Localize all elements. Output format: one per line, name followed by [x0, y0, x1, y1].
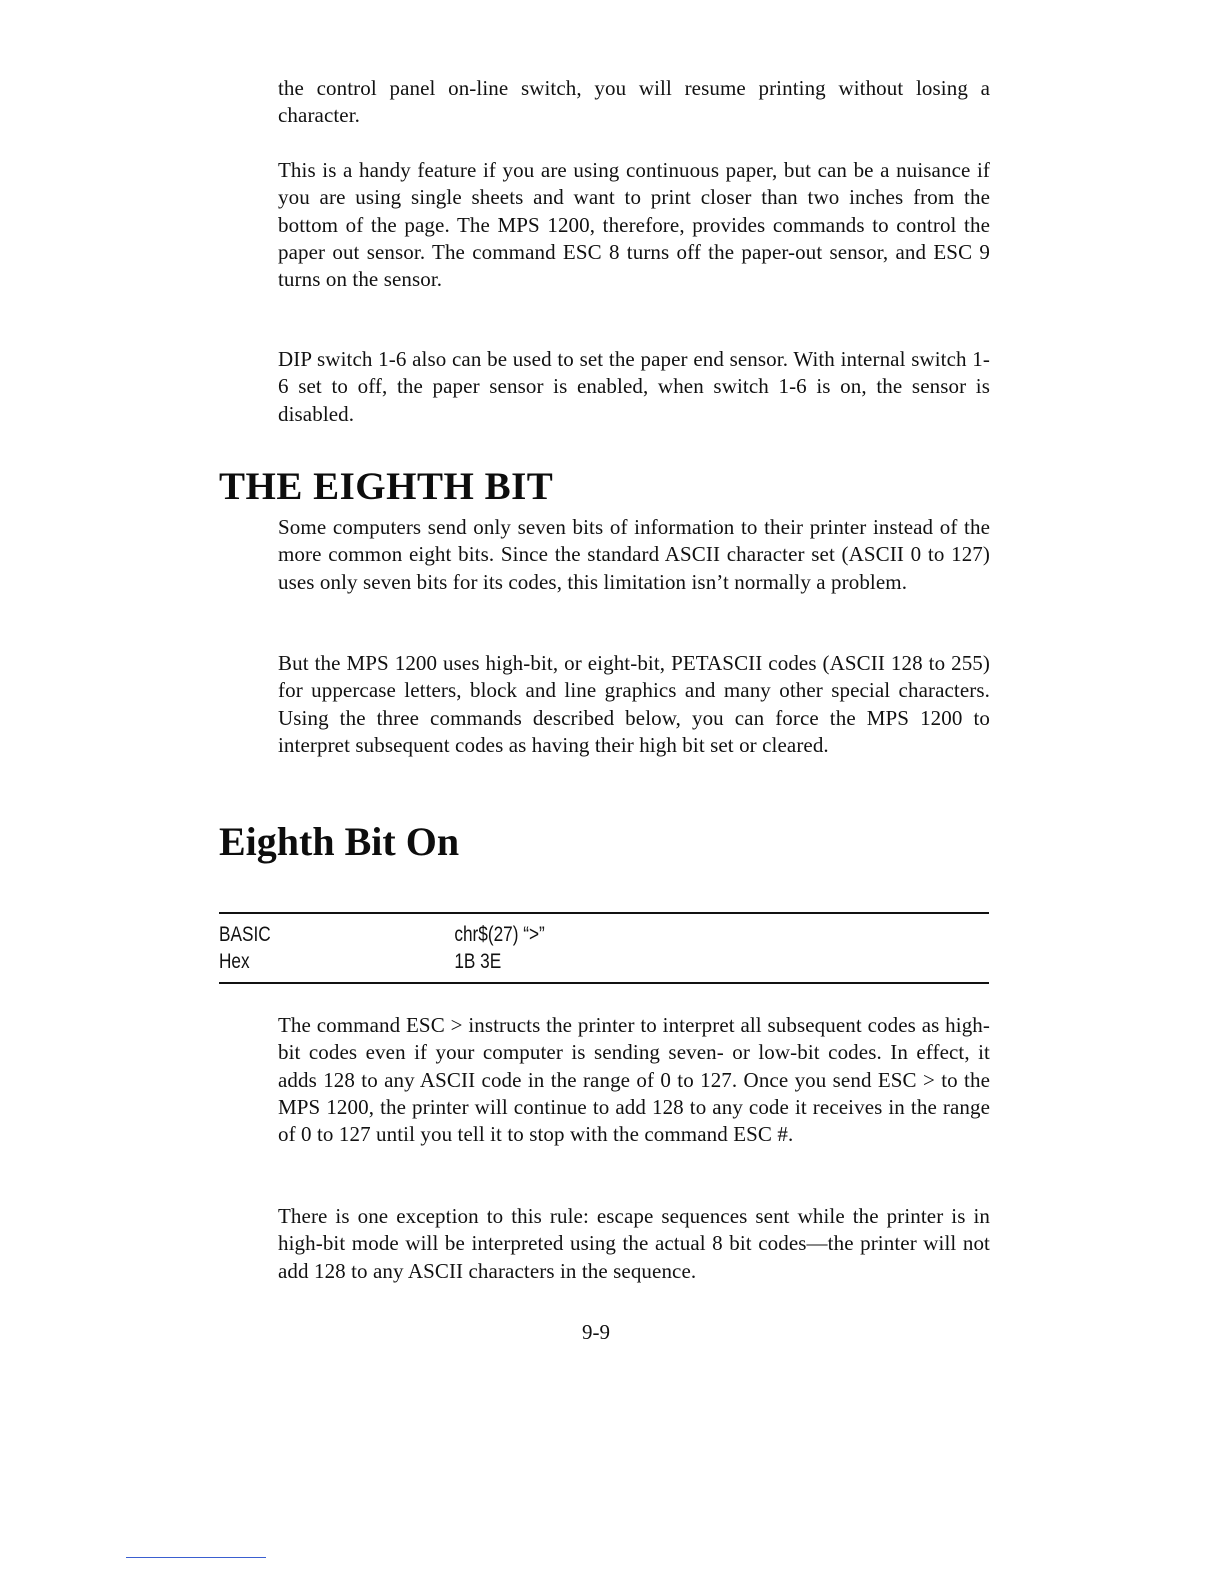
paragraph-esc-greater-than: The command ESC > instructs the printer to interpret all subsequent codes as high-bit codes even if your computer is sending seven- or low-bit codes. In effect, it adds 128 to any ASCII code in the range of 0 to 127. Once you send ESC > to the MPS 1200, the printer will continue to add 128 to any code it receives in the range of 0 to 127 until you tell it to stop with the command ESC #. [278, 1013, 990, 1147]
paragraph-paper-out-sensor: This is a handy feature if you are using continuous paper, but can be a nuisance if you are using single sheets and want to print closer than two inches from the bottom of the page. The MPS 1200, therefore, provides commands to control the paper out sensor. The command ESC 8 turns off the paper-out sensor, and ESC 9 turns on the sensor. [278, 158, 990, 292]
paragraph-petascii-codes: But the MPS 1200 uses high-bit, or eight-bit, PETASCII codes (ASCII 128 to 255) for uppercase letters, block and line graphics and many other special characters. Using the three commands described below, you can force the MPS 1200 to interpret subsequent codes as having their high bit set or cleared. [278, 651, 990, 757]
heading-eighth-bit-on: Eighth Bit On [219, 819, 460, 864]
paragraph-seven-bits: Some computers send only seven bits of information to their printer instead of the more common eight bits. Since the standard ASCII character set (ASCII 0 to 127) uses only seven bits for its codes, this limitation isn’t normally a problem. [278, 515, 990, 594]
paragraph-dip-switch: DIP switch 1-6 also can be used to set the paper end sensor. With internal switch 1-6 set to off, the paper sensor is enabled, when switch 1-6 is on, the sensor is disabled. [278, 347, 990, 426]
command-value-hex: 1B 3E [454, 950, 502, 973]
heading-the-eighth-bit: THE EIGHTH BIT [219, 465, 554, 508]
command-label-basic: BASIC [219, 923, 271, 946]
footnote-rule [126, 1557, 266, 1558]
paragraph-exception: There is one exception to this rule: escape sequences sent while the printer is in high-bit mode will be interpreted using the actual 8 bit codes—the printer will not add 128 to any ASCII characters in the sequence. [278, 1204, 990, 1283]
paragraph-resume-printing: the control panel on-line switch, you will resume printing without losing a character. [278, 76, 990, 128]
page-number: 9-9 [582, 1320, 610, 1344]
command-table [219, 912, 989, 984]
command-label-hex: Hex [219, 950, 250, 973]
command-value-basic: chr$(27) “>” [454, 923, 545, 946]
